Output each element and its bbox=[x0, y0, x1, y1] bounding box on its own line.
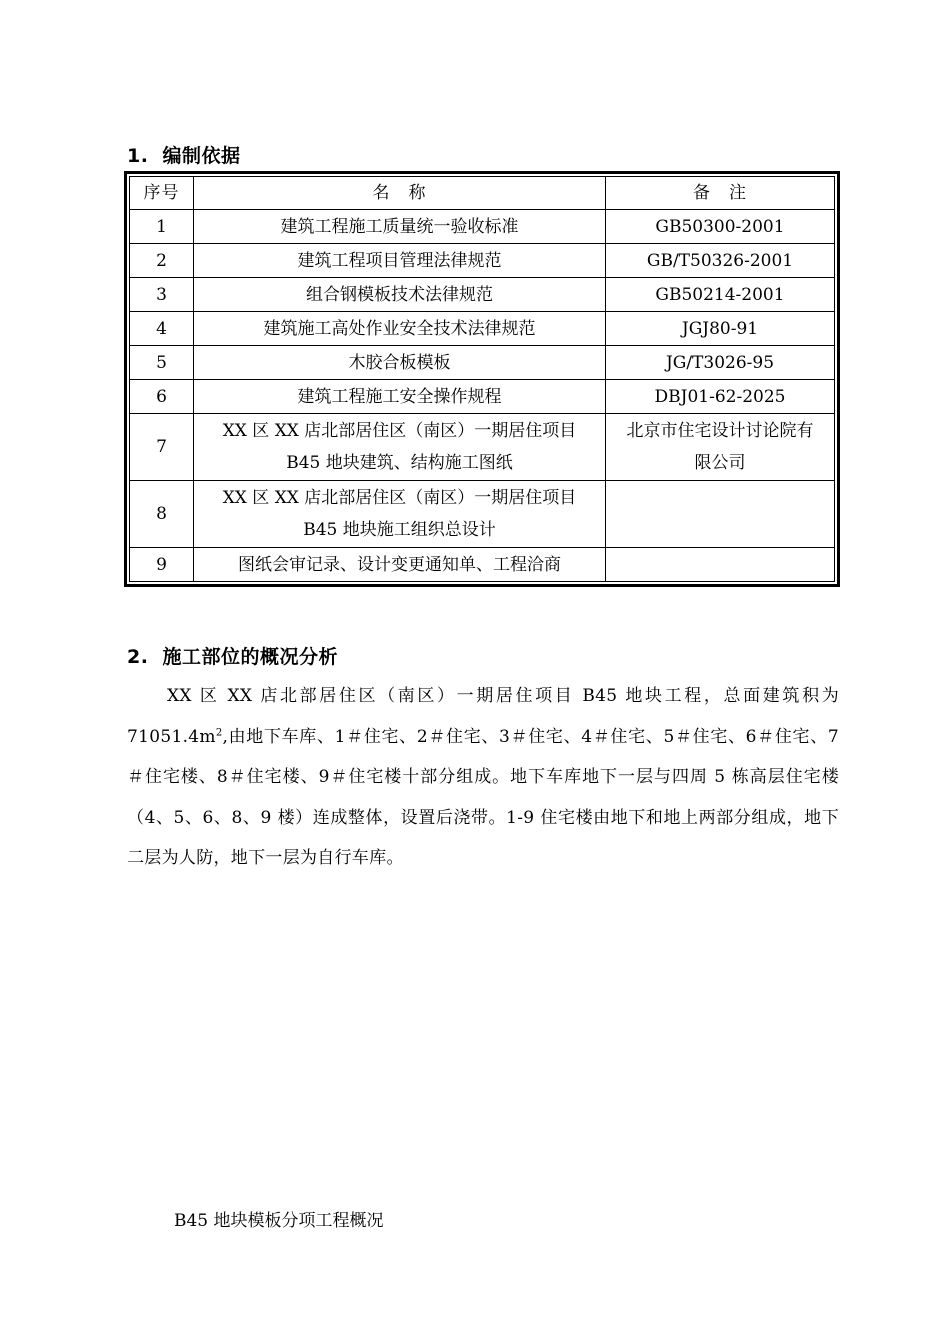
overview-superscript: 2 bbox=[215, 726, 223, 738]
row-number: 1 bbox=[130, 210, 194, 244]
table-row bbox=[130, 210, 835, 244]
basis-table bbox=[124, 171, 840, 587]
footer-text: B45 地块模板分项工程概况 bbox=[174, 1211, 384, 1231]
table-row bbox=[130, 312, 835, 346]
row-name-line: 图纸会审记录、设计变更通知单、工程洽商 bbox=[238, 554, 561, 575]
row-number: 6 bbox=[130, 380, 194, 414]
header-no: 序号 bbox=[130, 177, 194, 210]
row-name-line: 木胶合板模板 bbox=[348, 352, 451, 373]
row-number: 7 bbox=[130, 414, 194, 481]
section2-heading bbox=[127, 642, 338, 669]
table-header-row bbox=[130, 177, 835, 210]
row-note-line: 限公司 bbox=[694, 453, 746, 473]
row-note bbox=[606, 346, 835, 380]
row-name-line: 建筑工程项目管理法律规范 bbox=[297, 250, 502, 271]
row-number: 2 bbox=[130, 244, 194, 278]
row-name-line: XX 区 XX 店北部居住区（南区）一期居住项目 bbox=[222, 488, 577, 508]
row-note bbox=[606, 312, 835, 346]
row-number: 4 bbox=[130, 312, 194, 346]
table-row bbox=[130, 346, 835, 380]
section1-number: 1. bbox=[127, 145, 149, 167]
section1-title: 编制依据 bbox=[162, 145, 241, 167]
table-row bbox=[130, 548, 835, 582]
row-name-line: 组合钢模板技术法律规范 bbox=[306, 284, 493, 305]
row-name bbox=[194, 346, 606, 380]
table-row bbox=[130, 481, 835, 548]
row-note-line: DBJ01-62-2025 bbox=[654, 386, 786, 407]
row-note-line: JG/T3026-95 bbox=[665, 352, 775, 373]
row-name bbox=[194, 481, 606, 548]
table-row bbox=[130, 380, 835, 414]
row-note bbox=[606, 244, 835, 278]
row-name bbox=[194, 278, 606, 312]
row-note bbox=[606, 380, 835, 414]
overview-paragraph bbox=[127, 676, 839, 879]
header-note: 备 注 bbox=[606, 177, 835, 210]
table-row bbox=[130, 278, 835, 312]
row-number: 3 bbox=[130, 278, 194, 312]
row-name-line: XX 区 XX 店北部居住区（南区）一期居住项目 bbox=[222, 421, 577, 441]
row-note-line: GB/T50326-2001 bbox=[646, 250, 794, 271]
row-note bbox=[606, 210, 835, 244]
row-name bbox=[194, 414, 606, 481]
overview-text-part2: ,由地下车库、1＃住宅、2＃住宅、3＃住宅、4＃住宅、5＃住宅、6＃住宅、7＃住宅楼、8＃住宅楼、9＃住宅楼十部分组成。地下车库地下一层与四周 5 栋高层住宅楼（4、5、6、8、9 楼）连成整体，设置后浇带。1-9 住宅楼由地下和地上两部分组成，地下二层为人防，地下一层为自行车库。 bbox=[127, 726, 839, 868]
section2-number: 2. bbox=[127, 646, 149, 668]
row-note-line: GB50300-2001 bbox=[655, 216, 785, 237]
row-number: 8 bbox=[130, 481, 194, 548]
row-name-line: 建筑施工高处作业安全技术法律规范 bbox=[263, 318, 536, 339]
row-name-line: B45 地块建筑、结构施工图纸 bbox=[286, 453, 513, 473]
row-note bbox=[606, 414, 835, 481]
row-note bbox=[606, 278, 835, 312]
table-row bbox=[130, 414, 835, 481]
row-name-line: 建筑工程施工质量统一验收标准 bbox=[280, 216, 519, 237]
row-name-line: B45 地块施工组织总设计 bbox=[303, 520, 496, 540]
row-name bbox=[194, 380, 606, 414]
row-name bbox=[194, 210, 606, 244]
row-name bbox=[194, 244, 606, 278]
row-note-line: 北京市住宅设计讨论院有 bbox=[626, 421, 814, 441]
row-number: 9 bbox=[130, 548, 194, 582]
row-name-line: 建筑工程施工安全操作规程 bbox=[297, 386, 502, 407]
header-name: 名 称 bbox=[194, 177, 606, 210]
row-name bbox=[194, 312, 606, 346]
overview-text-part1: XX 区 XX 店北部居住区（南区）一期居住项目 B45 地块工程，总面建筑积为 71051.4m bbox=[127, 686, 839, 747]
row-note-line: JGJ80-91 bbox=[681, 318, 759, 339]
table-row bbox=[130, 244, 835, 278]
row-number: 5 bbox=[130, 346, 194, 380]
row-note bbox=[606, 481, 835, 548]
section2-title: 施工部位的概况分析 bbox=[162, 646, 338, 668]
row-note-line: GB50214-2001 bbox=[655, 284, 785, 305]
row-note bbox=[606, 548, 835, 582]
row-name bbox=[194, 548, 606, 582]
section1-heading bbox=[127, 141, 240, 168]
